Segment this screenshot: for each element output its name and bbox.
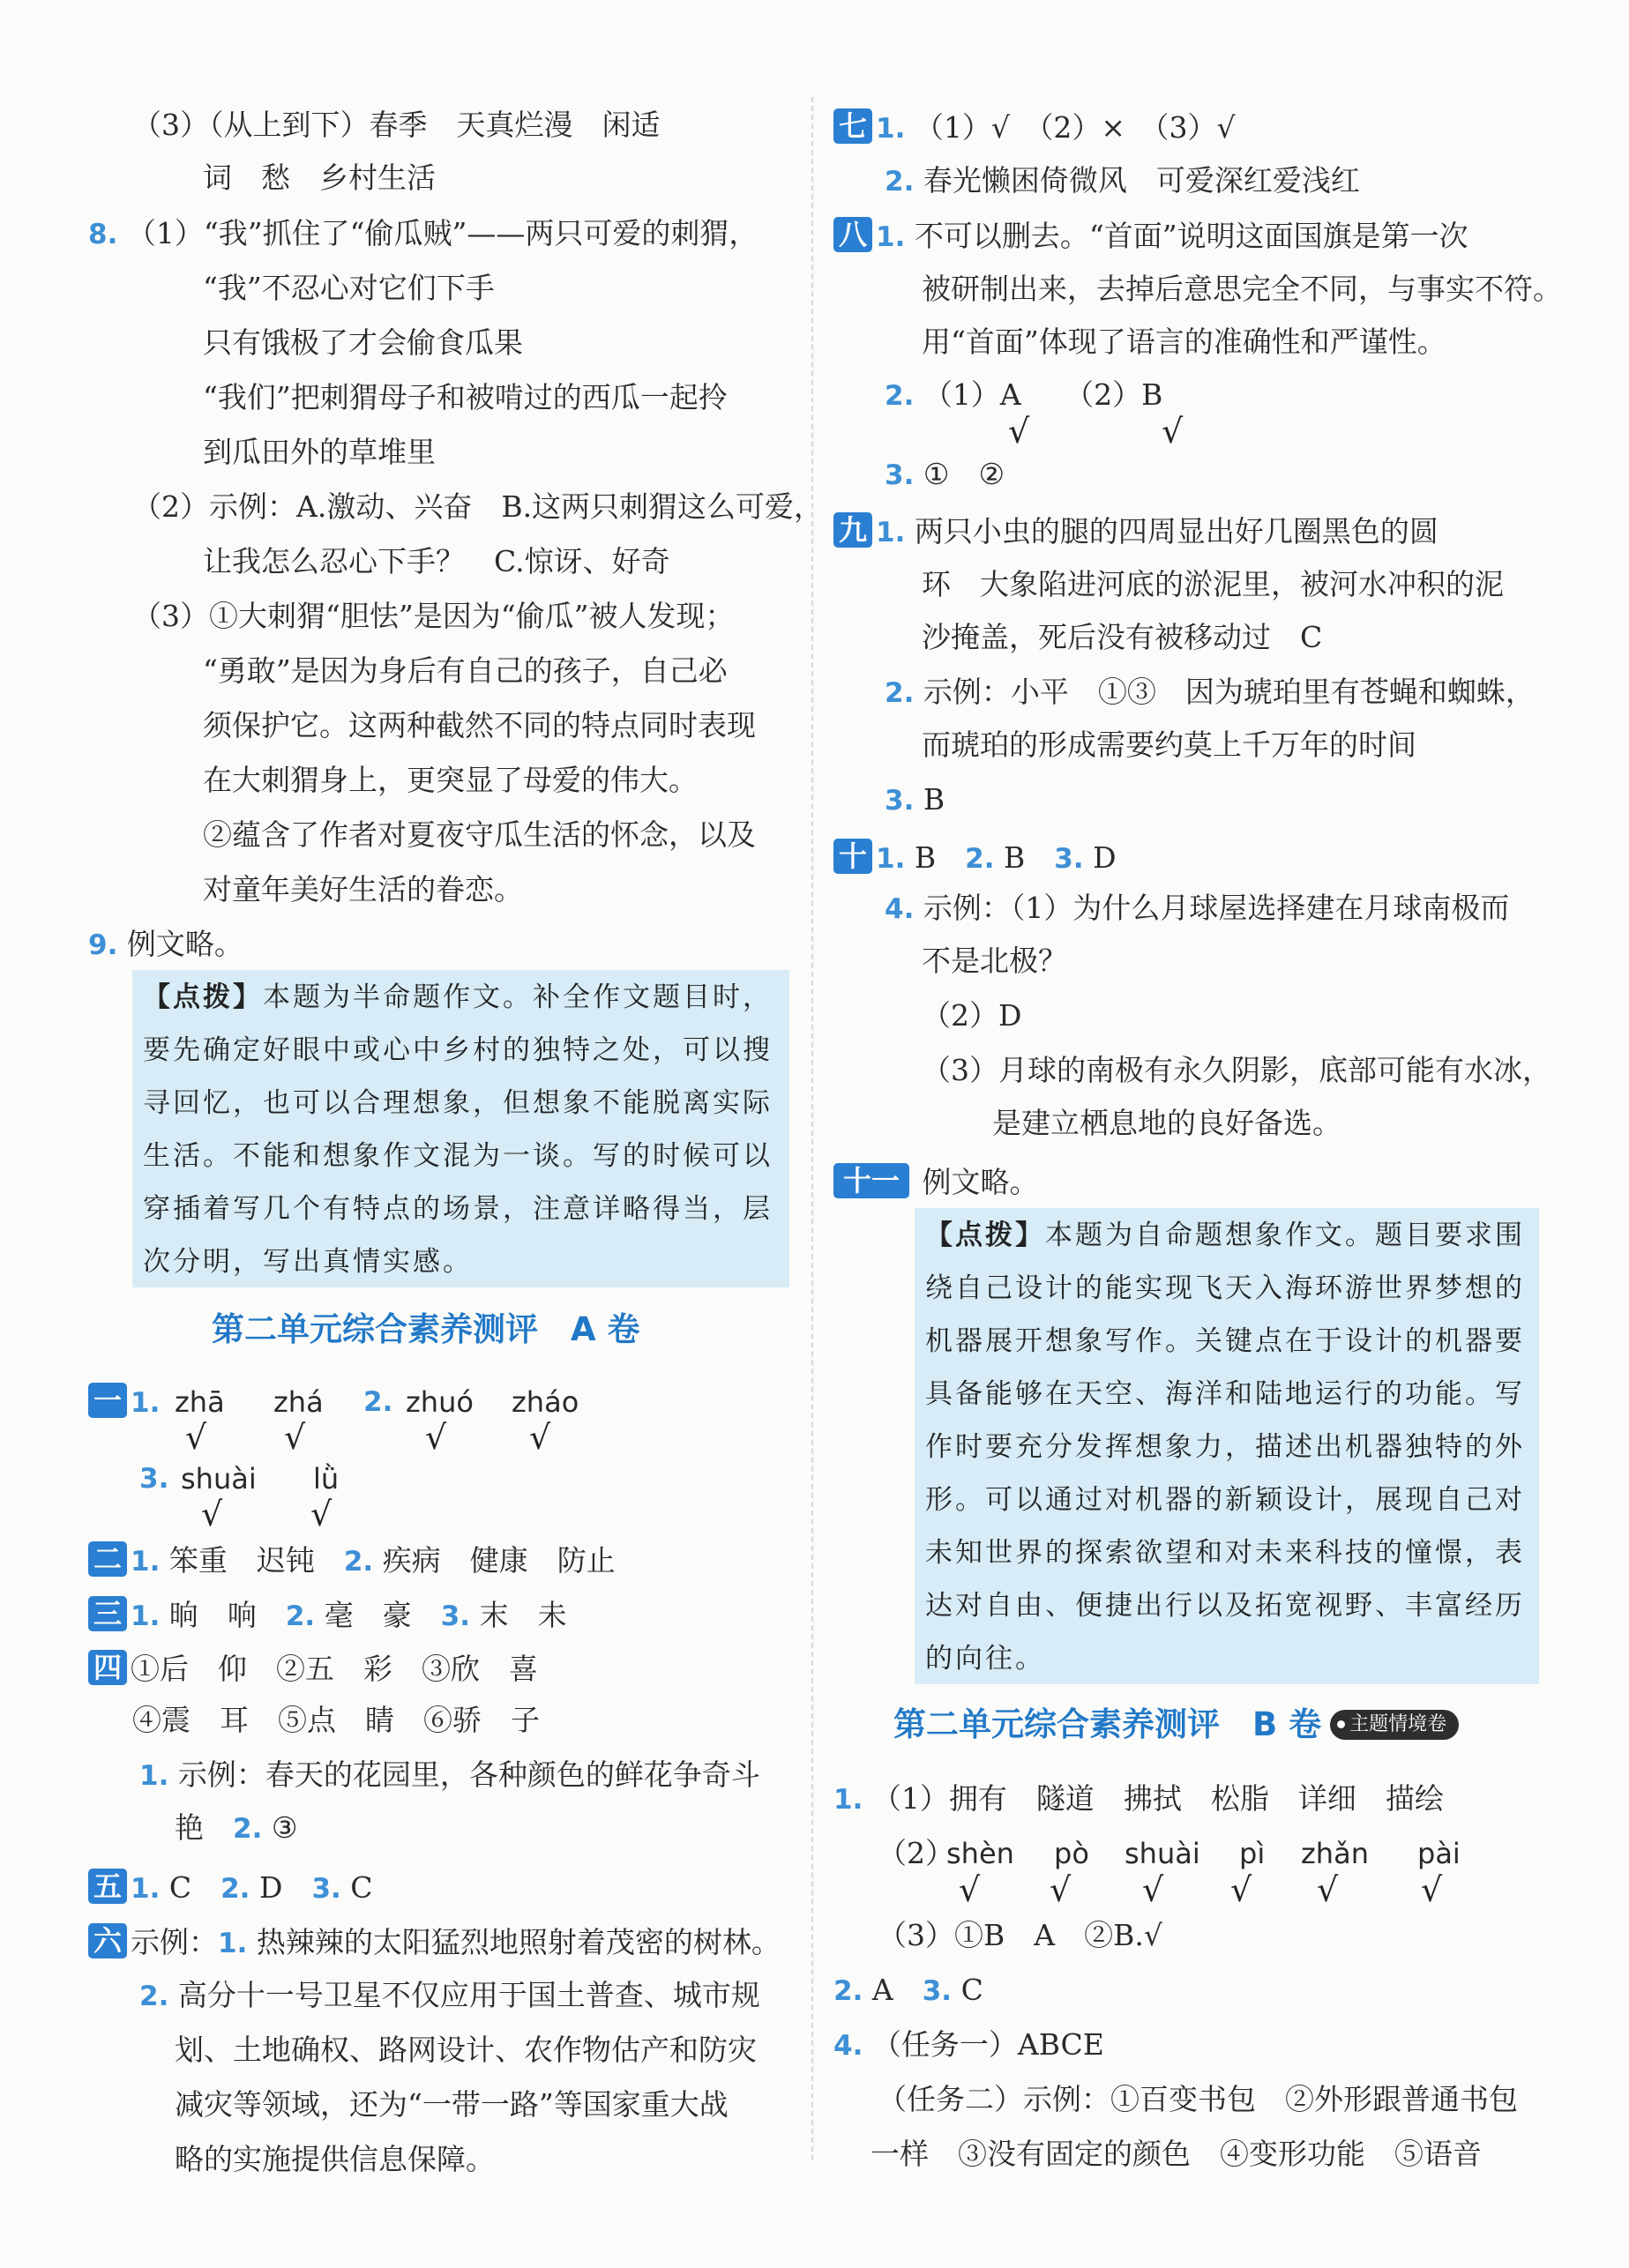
question-number: 1.: [139, 1760, 169, 1792]
tip-line: 的向往。: [925, 1643, 1045, 1675]
answer-line: （2）示例：A.激动、兴奋 B.这两只刺猬这么可爱，: [132, 489, 824, 524]
answer-line: [885, 159, 1539, 203]
question-number: 1.: [131, 1387, 161, 1419]
question-number: 3.: [440, 1600, 471, 1632]
question-number: 2.: [139, 1981, 169, 2012]
question-number: 2.: [220, 1873, 250, 1905]
section-4-row: [88, 1647, 794, 1691]
question-number: 1.: [876, 517, 906, 548]
answer-text: D: [1093, 840, 1117, 875]
answer-line: “勇敢”是因为身后有自己的孩子，自己必: [203, 653, 728, 688]
b-pinyin-row: [878, 1832, 1539, 1876]
answer-line: 对童年美好生活的眷恋。: [203, 872, 523, 906]
section-1-row: [88, 1457, 794, 1501]
section-title-a: 第二单元综合素养测评 A 卷: [212, 1310, 640, 1348]
tip-label: 【点拨】: [925, 1220, 1045, 1251]
tip-line: [925, 1208, 1525, 1263]
answer-text: 示例：小平 ①③ 因为琥珀里有苍蝇和蜘蛛，: [923, 675, 1535, 709]
pinyin: shuài: [1125, 1837, 1200, 1870]
answer-text: A: [871, 1973, 893, 2007]
answer-text: （2）: [878, 1836, 954, 1870]
check-mark: √: [310, 1495, 333, 1533]
answer-text: ① ②: [923, 457, 1005, 491]
section-8-row: [833, 214, 1539, 258]
b-question-4-row: [833, 2023, 1539, 2067]
answer-line: （3）①大刺猬“胆怯”是因为“偷瓜”被人发现；: [132, 599, 735, 633]
pinyin: zhá: [273, 1385, 324, 1419]
column-divider: [811, 97, 813, 2160]
pinyin: zhǎn: [1301, 1837, 1369, 1870]
answer-text: （任务一）ABCE: [871, 2027, 1104, 2062]
answer-line: 沙掩盖，死后没有被移动过 C: [922, 620, 1323, 654]
answer-line: 让我怎么忍心下手？ C.惊讶、好奇: [203, 544, 670, 578]
answer-line: [885, 886, 1539, 930]
title-text: 第二单元综合素养测评 B 卷: [893, 1705, 1322, 1743]
answer-text: 两只小虫的腿的四周显出好几圈黑色的圆: [914, 514, 1438, 548]
question-number: 2.: [363, 1386, 393, 1418]
answer-line: 到瓜田外的草堆里: [203, 435, 436, 469]
section-mark: 十: [833, 839, 872, 874]
question-number: 2.: [885, 380, 915, 412]
tip-line: 未知世界的探索欲望和对未来科技的憧憬，表: [925, 1537, 1525, 1569]
pinyin: shèn: [946, 1837, 1014, 1870]
answer-line: （3）月球的南极有永久阴影，底部可能有水冰，: [922, 1053, 1551, 1087]
answer-line: 而琥珀的形成需要约莫上千万年的时间: [922, 727, 1416, 762]
answer-line: 词 愁 乡村生活: [203, 160, 436, 195]
tip-line: 次分明，写出真情实感。: [143, 1246, 473, 1278]
check-mark: √: [201, 1495, 223, 1533]
check-mark: √: [1008, 412, 1030, 451]
answer-text: 示例：（1）为什么月球屋选择建在月球南极而: [923, 891, 1510, 925]
section-11-row: [833, 1160, 1539, 1205]
pinyin: pì: [1239, 1837, 1266, 1870]
answer-line: 环 大象陷进河底的淤泥里，被河水冲积的泥: [922, 567, 1504, 601]
tip-box: [132, 970, 789, 1287]
tip-line: 要先确定好眼中或心中乡村的独特之处，可以搜: [143, 1034, 773, 1066]
check-mark: √: [185, 1418, 207, 1457]
answer-line: 被研制出来，去掉后意思完全不同，与事实不符。: [922, 272, 1562, 306]
tip-label: 【点拨】: [143, 981, 263, 1013]
question-number: 1.: [131, 1873, 161, 1905]
answer-line: （3）（从上到下）春季 天真烂漫 闲适: [132, 108, 661, 142]
answer-line: 须保护它。这两种截然不同的特点同时表现: [203, 708, 756, 742]
question-number: 1.: [876, 843, 906, 875]
question-number: 2.: [965, 843, 995, 875]
answer-line: 一样 ③没有固定的颜色 ④变形功能 ⑤语音: [871, 2137, 1482, 2171]
section-mark: 八: [833, 217, 872, 252]
pinyin: pò: [1054, 1837, 1089, 1870]
answer-line: [175, 1806, 794, 1850]
check-mark: √: [1162, 412, 1184, 451]
check-mark: √: [1142, 1870, 1164, 1909]
question-number: 1.: [876, 221, 906, 253]
answer-line: [885, 373, 1539, 417]
section-7-row: [833, 106, 1539, 150]
answer-line: 在大刺猬身上，更突显了母爱的伟大。: [203, 763, 698, 797]
question-9-line: [88, 922, 794, 966]
answer-text: 不可以删去。“首面”说明这面国旗是第一次: [914, 219, 1468, 253]
answer-text: 例文略。: [126, 927, 243, 961]
tip-line: 达对自由、便捷出行以及拓宽视野、丰富经历: [925, 1590, 1525, 1622]
tip-line: 穿插着写几个有特点的场景，注意详略得当，层: [143, 1193, 773, 1225]
answer-line: （3）①B A ②B.√: [878, 1918, 1162, 1952]
answer-text: （1）“我”抓住了“偷瓜贼”——两只可爱的刺猬，: [126, 216, 758, 250]
question-number: 2.: [343, 1546, 374, 1578]
section-2-row: [88, 1539, 794, 1583]
answer-line: 用“首面”体现了语言的准确性和严谨性。: [922, 325, 1446, 359]
answer-text: 示例：: [131, 1925, 218, 1959]
answer-line: [885, 670, 1539, 714]
answer-text: 示例：春天的花园里，各种颜色的鲜花争奇斗: [177, 1757, 760, 1792]
answer-text: C: [168, 1870, 192, 1905]
answer-text: 毫 豪: [324, 1598, 412, 1632]
question-number: 3.: [885, 785, 915, 817]
check-mark: √: [1050, 1870, 1072, 1909]
tip-text: 本题为半命题作文。补全作文题目时，: [263, 981, 773, 1013]
question-number: 3.: [139, 1463, 169, 1495]
section-5-row: [88, 1866, 794, 1910]
answer-text: 春光懒困倚微风 可爱深红爱浅红: [923, 163, 1360, 198]
answer-text: C: [350, 1870, 373, 1905]
section-mark: 三: [88, 1596, 127, 1631]
pinyin: zhuó: [406, 1385, 474, 1419]
answer-text: 例文略。: [922, 1165, 1039, 1199]
answer-line: [139, 1753, 794, 1797]
answer-text: 高分十一号卫星不仅应用于国土普查、城市规: [177, 1978, 760, 2012]
pinyin: zhā: [175, 1385, 225, 1419]
tip-text: 本题为自命题想象作文。题目要求围: [1045, 1220, 1525, 1251]
question-number: 8.: [88, 219, 118, 250]
answer-line: 不是北极？: [922, 944, 1067, 978]
section-mark: 五: [88, 1869, 127, 1904]
section-title-b: [893, 1698, 1459, 1751]
answer-line: 只有饿极了才会偷食瓜果: [203, 325, 523, 360]
answer-text: B: [914, 840, 937, 875]
answer-text: ③: [271, 1810, 298, 1845]
question-number: 1.: [131, 1600, 161, 1632]
question-number: 9.: [88, 929, 118, 961]
answer-text: D: [258, 1870, 283, 1905]
theme-badge: 主题情境卷: [1330, 1710, 1459, 1740]
answer-text: ①后 仰 ②五 彩 ③欣 喜: [131, 1652, 538, 1686]
tip-line: 生活。不能和想象作文混为一谈。写的时候可以: [143, 1140, 773, 1172]
question-number: 3.: [922, 1975, 953, 2007]
answer-text: 晌 响: [168, 1598, 257, 1632]
tip-line: 绕自己设计的能实现飞天入海环游世界梦想的: [925, 1272, 1525, 1304]
question-number: 1.: [876, 113, 906, 145]
question-number: 3.: [311, 1873, 341, 1905]
answer-line: “我”不忍心对它们下手: [203, 271, 495, 305]
section-3-row: [88, 1593, 794, 1638]
section-9-row: [833, 510, 1539, 554]
tip-line: 具备能够在天空、海洋和陆地运行的功能。写: [925, 1378, 1525, 1410]
answer-text: 热辣辣的太阳猛烈地照射着茂密的树林。: [256, 1925, 781, 1959]
answer-text: （1）拥有 隧道 拂拭 松脂 详细 描绘: [871, 1781, 1444, 1816]
question-number: 2.: [285, 1600, 316, 1632]
answer-text: （1）A （2）B: [923, 377, 1163, 412]
check-mark: √: [1317, 1870, 1339, 1909]
section-mark: 六: [88, 1923, 127, 1958]
tip-line: [143, 970, 773, 1025]
tip-line: 寻回忆，也可以合理想象，但想象不能脱离实际: [143, 1087, 773, 1119]
answer-line: 减灾等领域，还为“一带一路”等国家重大战: [175, 2087, 729, 2122]
answer-line: ④震 耳 ⑤点 睛 ⑥骄 子: [132, 1703, 540, 1737]
answer-line: [139, 1973, 794, 2018]
question-number: 4.: [885, 893, 915, 925]
question-number: 1.: [218, 1928, 248, 1959]
b-question-1-row: [833, 1777, 1539, 1821]
section-mark: 二: [88, 1541, 127, 1577]
answer-line: [885, 778, 1539, 822]
answer-text: B: [1003, 840, 1026, 875]
question-number: 3.: [885, 459, 915, 491]
check-mark: √: [1421, 1870, 1443, 1909]
answer-text: C: [960, 1973, 983, 2007]
pinyin: zháo: [512, 1385, 579, 1419]
check-mark: √: [1230, 1870, 1252, 1909]
question-number: 2.: [885, 166, 915, 198]
question-number: 2.: [233, 1813, 263, 1845]
tip-line: 作时要充分发挥想象力，描述出机器独特的外: [925, 1431, 1525, 1463]
pinyin: lǜ: [313, 1462, 340, 1496]
answer-text: （1）√ （2）× （3）√: [914, 110, 1236, 145]
check-mark: √: [959, 1870, 981, 1909]
answer-text: 艳: [175, 1810, 204, 1845]
answer-line: （2）D: [922, 998, 1022, 1033]
section-mark: 十一: [833, 1163, 909, 1198]
question-number: 4.: [833, 2030, 863, 2062]
tip-line: 形。可以通过对机器的新颖设计，展现自己对: [925, 1484, 1525, 1516]
pinyin: shuài: [181, 1462, 257, 1496]
section-mark: 一: [88, 1383, 127, 1418]
answer-line: 是建立栖息地的良好备选。: [992, 1106, 1341, 1140]
section-mark: 四: [88, 1650, 127, 1685]
check-mark: √: [284, 1418, 306, 1457]
check-mark: √: [425, 1418, 447, 1457]
section-mark: 九: [833, 512, 872, 548]
answer-line: 划、土地确权、路网设计、农作物估产和防灾: [175, 2033, 757, 2067]
answer-line: ②蕴含了作者对夏夜守瓜生活的怀念，以及: [203, 817, 756, 852]
answer-text: 末 未: [479, 1598, 567, 1632]
question-number: 1.: [131, 1546, 161, 1578]
section-mark: 七: [833, 108, 872, 144]
check-mark: √: [529, 1418, 551, 1457]
answer-text: B: [923, 782, 945, 817]
section-10-row: [833, 836, 1539, 880]
question-number: 2.: [885, 677, 915, 709]
question-8-line: [88, 212, 794, 256]
answer-line: “我们”把刺猬母子和被啃过的西瓜一起拎: [203, 380, 728, 414]
tip-box: [915, 1208, 1539, 1684]
question-number: 1.: [833, 1784, 863, 1816]
answer-line: [885, 452, 1539, 496]
answer-text: 笨重 迟钝: [168, 1543, 315, 1578]
answer-line: 略的实施提供信息保障。: [175, 2142, 495, 2176]
tip-line: 机器展开想象写作。关键点在于设计的机器要: [925, 1325, 1525, 1357]
pinyin: pài: [1417, 1837, 1461, 1870]
section-6-row: [88, 1921, 794, 1965]
answer-line: （任务二）示例：①百变书包 ②外形跟普通书包: [878, 2082, 1518, 2116]
question-number: 3.: [1054, 843, 1084, 875]
answer-text: 疾病 健康 防止: [382, 1543, 616, 1578]
b-question-2-3-row: [833, 1968, 1539, 2012]
question-number: 2.: [833, 1975, 863, 2007]
